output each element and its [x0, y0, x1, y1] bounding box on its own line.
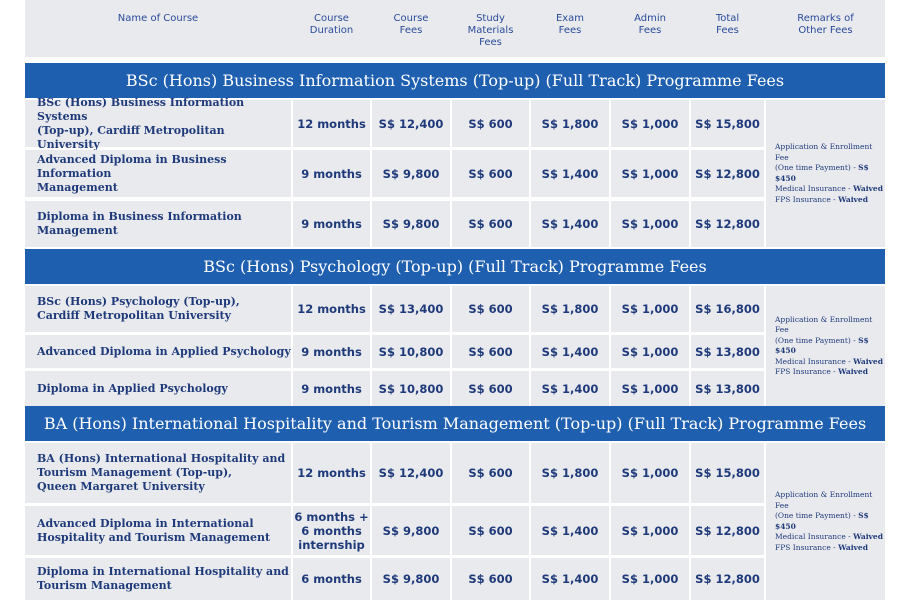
cell-duration: [293, 201, 370, 247]
cell-exam: [531, 335, 609, 368]
admin-value: S$ 1,000: [621, 116, 679, 131]
cell-duration: [293, 371, 370, 406]
cell-fees: [372, 506, 450, 555]
materials-value: S$ 600: [468, 523, 513, 538]
fees-value: S$ 9,800: [382, 572, 440, 586]
cell-exam: [531, 100, 609, 147]
cell-total: [691, 335, 764, 368]
course-name-text: Advanced Diploma in Business Information Management: [37, 152, 227, 194]
cell-admin: [611, 100, 689, 147]
fees-value: S$ 10,800: [378, 344, 444, 359]
cell-materials: [452, 506, 529, 555]
materials-value: S$ 600: [468, 302, 513, 316]
cell-materials: [452, 100, 529, 147]
course-name: [25, 286, 291, 332]
remarks-line: Application & Enrollment Fee: [775, 490, 873, 510]
remarks-text: Medical Insurance -: [775, 532, 854, 541]
remarks-line: Application & Enrollment Fee: [775, 142, 873, 162]
fees-value: S$ 13,400: [378, 302, 444, 316]
exam-value: S$ 1,400: [541, 166, 599, 181]
cell-materials: [452, 201, 529, 247]
materials-value: S$ 600: [468, 344, 513, 359]
admin-value: S$ 1,000: [621, 572, 679, 586]
remarks-text: FPS Insurance -: [775, 367, 839, 376]
cell-total: [691, 286, 764, 332]
cell-fees: [372, 558, 450, 600]
cell-admin: [611, 506, 689, 555]
cell-materials: [452, 371, 529, 406]
materials-value: S$ 600: [468, 217, 513, 231]
remarks-value: Waived: [838, 194, 868, 204]
admin-value: S$ 1,000: [621, 523, 679, 538]
cell-total: [691, 506, 764, 555]
exam-value: S$ 1,400: [541, 523, 599, 538]
admin-value: S$ 1,000: [621, 217, 679, 231]
remarks-line: [775, 336, 885, 357]
cell-total: [691, 371, 764, 406]
fees-value: S$ 9,800: [382, 217, 440, 231]
remarks-text: FPS Insurance -: [775, 542, 839, 552]
cell-fees: [372, 335, 450, 368]
duration-value: 9 months: [301, 217, 362, 231]
cell-admin: [611, 286, 689, 332]
materials-value: S$ 600: [468, 381, 513, 396]
total-value: S$ 12,800: [695, 523, 760, 538]
section-title: BSc (Hons) Business Information Systems (Top-up) (Full Track) Programme Fees: [25, 63, 885, 98]
cell-admin: [611, 201, 689, 247]
course-name-text: BSc (Hons) Business Information Systems (Top-up), Cardiff Metropolitan University: [37, 95, 245, 151]
header-duration: Course Duration: [309, 13, 354, 36]
header-admin: Admin Fees: [634, 13, 666, 36]
cell-admin: [611, 371, 689, 406]
remarks-value: S$ $450: [775, 335, 869, 355]
remarks-line: [775, 357, 885, 368]
admin-value: S$ 1,000: [621, 166, 679, 181]
cell-exam: [531, 371, 609, 406]
course-name-text: Diploma in Applied Psychology: [37, 381, 228, 395]
cell-exam: [531, 506, 609, 555]
cell-materials: [452, 335, 529, 368]
cell-fees: [372, 443, 450, 503]
cell-duration: [293, 150, 370, 197]
cell-total: [691, 201, 764, 247]
course-name: [25, 371, 291, 406]
cell-exam: [531, 201, 609, 247]
header-remarks: Remarks of Other Fees: [797, 13, 854, 36]
total-value: S$ 12,800: [695, 166, 760, 181]
admin-value: S$ 1,000: [621, 344, 679, 359]
cell-duration: [293, 558, 370, 600]
remarks-cell: [766, 443, 885, 600]
course-name: [25, 558, 291, 600]
cell-fees: [372, 150, 450, 197]
duration-value: 9 months: [301, 381, 362, 396]
remarks-value: S$ $450: [775, 163, 869, 183]
cell-fees: [372, 201, 450, 247]
total-value: S$ 16,800: [695, 302, 760, 316]
admin-value: S$ 1,000: [621, 381, 679, 396]
cell-admin: [611, 150, 689, 197]
admin-value: S$ 1,000: [621, 466, 679, 480]
remarks-text: FPS Insurance -: [775, 194, 839, 204]
cell-materials: [452, 558, 529, 600]
fees-value: S$ 9,800: [382, 523, 440, 538]
remarks-text: (One time Payment) -: [775, 511, 859, 520]
remarks-line: [775, 367, 885, 378]
header-name: Name of Course: [117, 13, 199, 24]
course-name: [25, 201, 291, 247]
cell-materials: [452, 286, 529, 332]
cell-total: [691, 443, 764, 503]
course-name-text: BSc (Hons) Psychology (Top-up), Cardiff Metropolitan University: [37, 295, 240, 322]
header-fees: Course Fees: [393, 13, 429, 36]
course-name: [25, 443, 291, 503]
cell-duration: [293, 100, 370, 147]
duration-value: 9 months: [301, 166, 362, 181]
remarks-value: Waived: [853, 356, 883, 366]
cell-duration: [293, 335, 370, 368]
exam-value: S$ 1,400: [541, 572, 599, 586]
remarks-line: [775, 163, 885, 184]
remarks-line: Application & Enrollment Fee: [775, 314, 873, 334]
fees-table: [25, 0, 885, 600]
cell-total: [691, 150, 764, 197]
cell-fees: [372, 371, 450, 406]
total-value: S$ 12,800: [695, 217, 760, 231]
cell-total: [691, 100, 764, 147]
fees-value: S$ 10,800: [378, 381, 444, 396]
admin-value: S$ 1,000: [621, 302, 679, 316]
exam-value: S$ 1,400: [541, 217, 599, 231]
course-name: [25, 95, 291, 151]
cell-exam: [531, 558, 609, 600]
cell-exam: [531, 286, 609, 332]
remarks-line: [775, 184, 885, 195]
cell-admin: [611, 558, 689, 600]
course-name: [25, 150, 291, 197]
remarks-value: Waived: [853, 532, 883, 541]
header-materials: Study Materials Fees: [467, 13, 514, 48]
remarks-cell: [766, 100, 885, 247]
materials-value: S$ 600: [468, 166, 513, 181]
course-name: [25, 335, 291, 368]
total-value: S$ 15,800: [695, 116, 760, 131]
course-name-text: Diploma in Business Information Management: [37, 210, 242, 237]
remarks-cell: [766, 286, 885, 406]
duration-value: 12 months: [297, 466, 366, 480]
remarks-value: Waived: [838, 367, 868, 376]
cell-exam: [531, 150, 609, 197]
remarks-line: [775, 543, 885, 554]
course-name-text: Diploma in International Hospitality and Tourism Management: [37, 565, 289, 592]
cell-duration: [293, 443, 370, 503]
remarks-value: Waived: [853, 184, 883, 193]
course-name-text: BA (Hons) International Hospitality and Tourism Management (Top-up), Queen Margaret University: [37, 452, 286, 493]
total-value: S$ 15,800: [695, 466, 760, 480]
duration-value: 12 months: [297, 116, 366, 131]
materials-value: S$ 600: [468, 466, 513, 480]
remarks-line: [775, 532, 885, 543]
cell-admin: [611, 335, 689, 368]
cell-exam: [531, 443, 609, 503]
course-name: [25, 506, 291, 555]
exam-value: S$ 1,400: [541, 381, 599, 396]
remarks-text: (One time Payment) -: [775, 335, 859, 345]
total-value: S$ 12,800: [695, 572, 760, 586]
cell-materials: [452, 443, 529, 503]
duration-value: 12 months: [297, 302, 366, 316]
remarks-value: S$ $450: [775, 511, 869, 531]
cell-fees: [372, 286, 450, 332]
materials-value: S$ 600: [468, 572, 513, 586]
total-value: S$ 13,800: [695, 381, 760, 396]
remarks-line: [775, 511, 885, 532]
remarks-line: [775, 195, 885, 206]
total-value: S$ 13,800: [695, 344, 760, 359]
course-name-text: Advanced Diploma in Applied Psychology: [37, 344, 291, 358]
remarks-value: Waived: [838, 542, 868, 552]
cell-fees: [372, 100, 450, 147]
exam-value: S$ 1,800: [541, 466, 599, 480]
duration-value: 9 months: [301, 344, 362, 359]
section-title: BSc (Hons) Psychology (Top-up) (Full Track) Programme Fees: [25, 249, 885, 284]
cell-duration: [293, 506, 370, 555]
fees-value: S$ 9,800: [382, 166, 440, 181]
materials-value: S$ 600: [468, 116, 513, 131]
header-exam: Exam Fees: [555, 13, 585, 36]
duration-value: 6 months: [301, 572, 362, 586]
fees-value: S$ 12,400: [378, 116, 444, 131]
course-name-text: Advanced Diploma in International Hospitality and Tourism Management: [37, 516, 271, 544]
fees-value: S$ 12,400: [378, 466, 444, 480]
remarks-text: Medical Insurance -: [775, 184, 854, 193]
exam-value: S$ 1,800: [541, 302, 599, 316]
remarks-text: (One time Payment) -: [775, 163, 859, 172]
section-title: BA (Hons) International Hospitality and Tourism Management (Top-up) (Full Track) Programme Fees: [25, 406, 885, 441]
exam-value: S$ 1,400: [541, 344, 599, 359]
header-total: Total Fees: [715, 13, 740, 36]
remarks-text: Medical Insurance -: [775, 356, 854, 366]
cell-materials: [452, 150, 529, 197]
exam-value: S$ 1,800: [541, 116, 599, 131]
cell-duration: [293, 286, 370, 332]
cell-total: [691, 558, 764, 600]
cell-admin: [611, 443, 689, 503]
duration-value: 6 months + 6 months internship: [294, 509, 369, 552]
